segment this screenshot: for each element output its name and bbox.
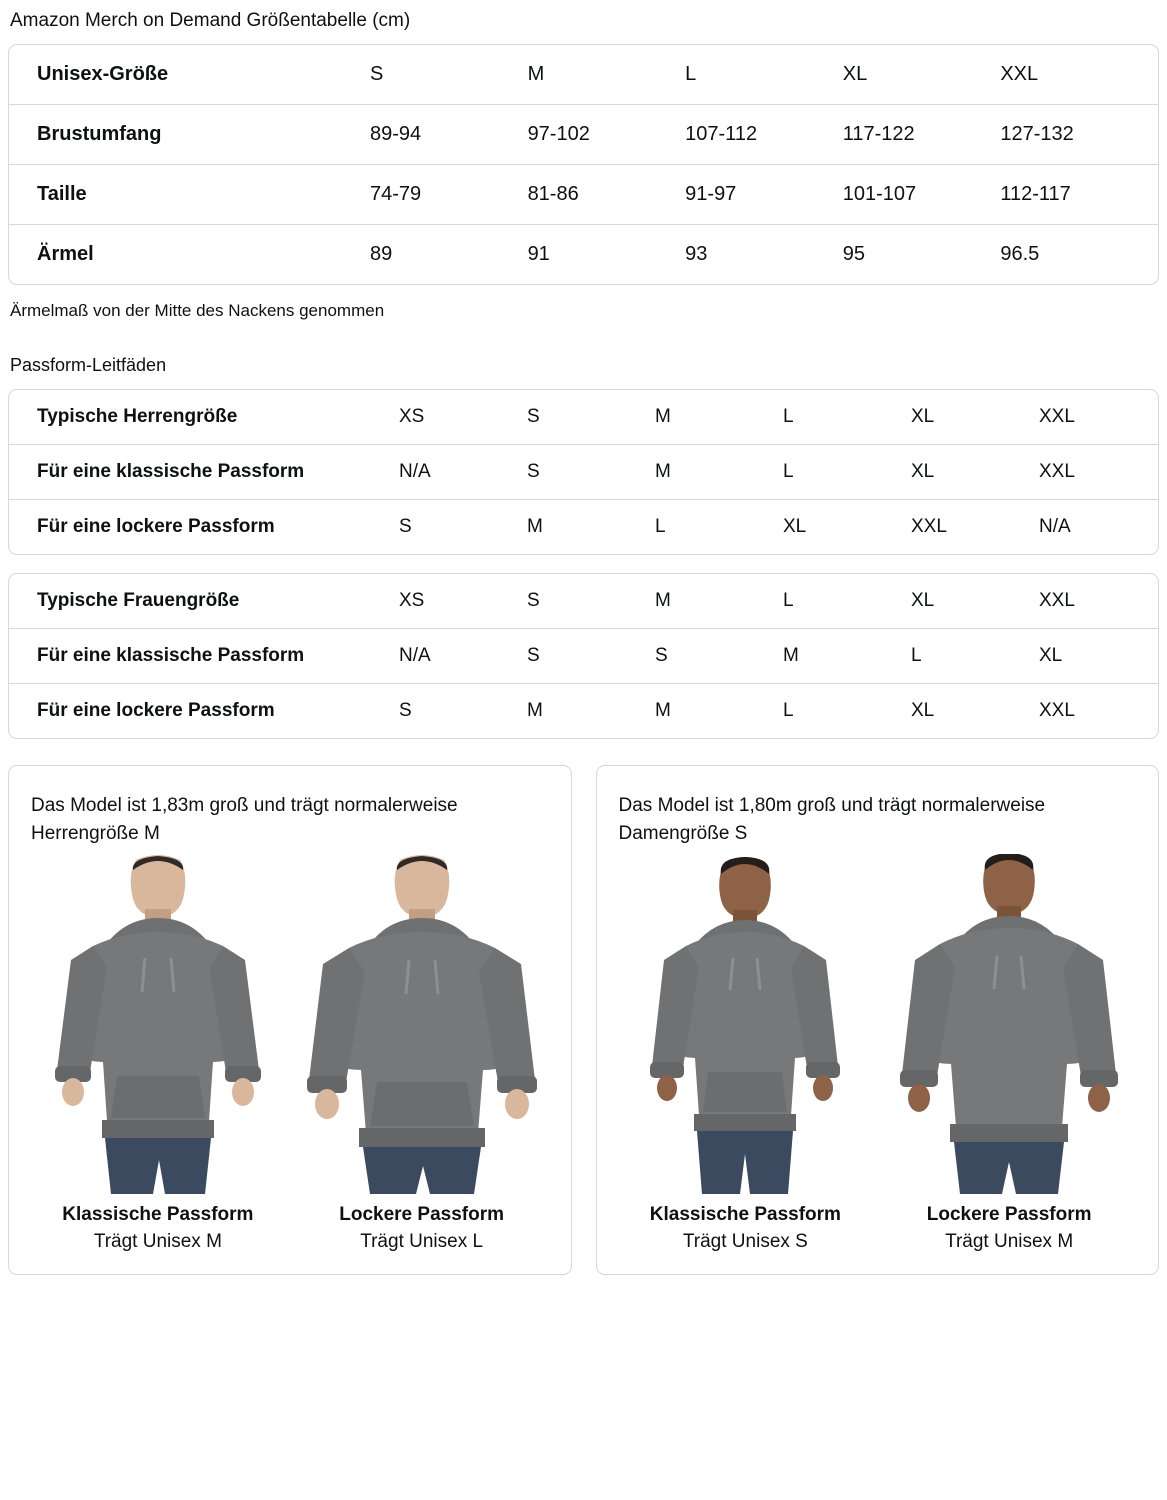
cell: XS bbox=[399, 590, 425, 611]
cell: S bbox=[527, 629, 655, 684]
fit-name: Lockere Passform bbox=[339, 1204, 504, 1225]
row-label: Taille bbox=[9, 165, 370, 225]
figure-row bbox=[619, 854, 1137, 1256]
womens-model-card bbox=[596, 765, 1160, 1275]
cell: M bbox=[783, 629, 911, 684]
cell: 89 bbox=[370, 225, 528, 285]
cell: XL bbox=[911, 445, 1039, 500]
cell: XL bbox=[911, 590, 935, 611]
row-label: Brustumfang bbox=[9, 105, 370, 165]
row-label: Für eine klassische Passform bbox=[9, 629, 399, 684]
cell: L bbox=[783, 445, 911, 500]
table-row bbox=[9, 165, 1158, 225]
cell: L bbox=[783, 684, 911, 739]
cell: L bbox=[655, 500, 783, 555]
cell: XXL bbox=[911, 500, 1039, 555]
page-title: Amazon Merch on Demand Größentabelle (cm) bbox=[10, 10, 411, 31]
row-label: Ärmel bbox=[9, 225, 370, 285]
fit-size: Trägt Unisex M bbox=[945, 1231, 1074, 1252]
cell: XXL bbox=[1039, 684, 1159, 739]
cell: 97-102 bbox=[528, 105, 686, 165]
cell: L bbox=[783, 406, 794, 427]
mens-model-card bbox=[8, 765, 572, 1275]
cell: S bbox=[655, 629, 783, 684]
cell: XL bbox=[911, 684, 1039, 739]
table-row bbox=[9, 45, 1158, 105]
fit-name: Lockere Passform bbox=[926, 1204, 1092, 1225]
size-chart-table bbox=[9, 45, 1158, 284]
table-row bbox=[9, 500, 1159, 555]
cell: XL bbox=[911, 406, 935, 427]
cell: S bbox=[527, 445, 655, 500]
figure-row bbox=[31, 854, 549, 1256]
mens-fit-guide-card bbox=[8, 389, 1159, 555]
figure-relaxed-fit-women bbox=[882, 854, 1136, 1256]
table-row bbox=[9, 445, 1159, 500]
cell: N/A bbox=[399, 629, 527, 684]
cell: N/A bbox=[1039, 500, 1159, 555]
fit-size: Trägt Unisex M bbox=[93, 1231, 222, 1252]
table-row bbox=[9, 684, 1159, 739]
row-label: Für eine klassische Passform bbox=[9, 445, 399, 500]
cell: XL bbox=[783, 500, 911, 555]
table-row bbox=[9, 105, 1158, 165]
cell: 127-132 bbox=[1000, 105, 1158, 165]
model-description: Das Model ist 1,83m groß und trägt normalerweise Herrengröße M bbox=[31, 795, 458, 844]
hoodie-model-photo-icon bbox=[33, 854, 283, 1194]
cell: 91-97 bbox=[685, 165, 843, 225]
cell: S bbox=[399, 500, 527, 555]
cell: 95 bbox=[843, 225, 1001, 285]
cell: XXL bbox=[1039, 406, 1075, 427]
table-row bbox=[9, 629, 1159, 684]
cell: L bbox=[783, 590, 794, 611]
size-chart-card bbox=[8, 44, 1159, 285]
womens-fit-guide-table bbox=[9, 574, 1159, 738]
table-row bbox=[9, 574, 1159, 629]
cell: XXL bbox=[1000, 63, 1039, 85]
row-label: Für eine lockere Passform bbox=[9, 684, 399, 739]
sleeve-measurement-note: Ärmelmaß von der Mitte des Nackens genommen bbox=[10, 301, 385, 320]
cell: L bbox=[685, 63, 697, 85]
cell: 117-122 bbox=[843, 105, 1001, 165]
row-label: Typische Frauengröße bbox=[37, 590, 240, 611]
cell: XXL bbox=[1039, 590, 1075, 611]
cell: N/A bbox=[399, 445, 527, 500]
model-description: Das Model ist 1,80m groß und trägt normalerweise Damengröße S bbox=[618, 795, 1046, 844]
fit-size: Trägt Unisex S bbox=[682, 1231, 808, 1252]
cell: XL bbox=[1039, 629, 1159, 684]
cell: L bbox=[911, 629, 1039, 684]
cell: 107-112 bbox=[685, 105, 843, 165]
hoodie-model-photo-icon bbox=[297, 854, 547, 1194]
figure-classic-fit-men bbox=[31, 854, 285, 1256]
fit-name: Klassische Passform bbox=[649, 1204, 841, 1225]
cell: 101-107 bbox=[843, 165, 1001, 225]
figure-classic-fit-women bbox=[619, 854, 873, 1256]
cell: XXL bbox=[1039, 445, 1159, 500]
row-label: Für eine lockere Passform bbox=[9, 500, 399, 555]
cell: M bbox=[527, 63, 545, 85]
cell: M bbox=[655, 445, 783, 500]
cell: M bbox=[527, 684, 655, 739]
womens-fit-guide-card bbox=[8, 573, 1159, 739]
table-row bbox=[9, 225, 1158, 285]
cell: 89-94 bbox=[370, 105, 528, 165]
fit-guides-heading: Passform-Leitfäden bbox=[10, 355, 167, 375]
cell: M bbox=[527, 500, 655, 555]
cell: S bbox=[369, 63, 384, 85]
hoodie-model-photo-icon bbox=[620, 854, 870, 1194]
row-label: Unisex-Größe bbox=[37, 63, 169, 85]
cell: 74-79 bbox=[370, 165, 528, 225]
cell: XL bbox=[842, 63, 868, 85]
fit-size: Trägt Unisex L bbox=[360, 1231, 484, 1252]
cell: M bbox=[655, 406, 671, 427]
row-label: Typische Herrengröße bbox=[37, 406, 238, 427]
cell: 96.5 bbox=[1000, 225, 1158, 285]
cell: 81-86 bbox=[528, 165, 686, 225]
figure-relaxed-fit-men bbox=[295, 854, 549, 1256]
cell: S bbox=[527, 406, 540, 427]
cell: XS bbox=[399, 406, 425, 427]
cell: 91 bbox=[528, 225, 686, 285]
cell: S bbox=[527, 590, 540, 611]
fit-name: Klassische Passform bbox=[62, 1204, 254, 1225]
cell: 93 bbox=[685, 225, 843, 285]
cell: M bbox=[655, 590, 671, 611]
table-row bbox=[9, 390, 1159, 445]
cell: M bbox=[655, 684, 783, 739]
hoodie-model-photo-icon bbox=[884, 854, 1134, 1194]
mens-fit-guide-table bbox=[9, 390, 1159, 554]
model-cards bbox=[8, 765, 1159, 1275]
cell: S bbox=[399, 684, 527, 739]
cell: 112-117 bbox=[1000, 165, 1158, 225]
